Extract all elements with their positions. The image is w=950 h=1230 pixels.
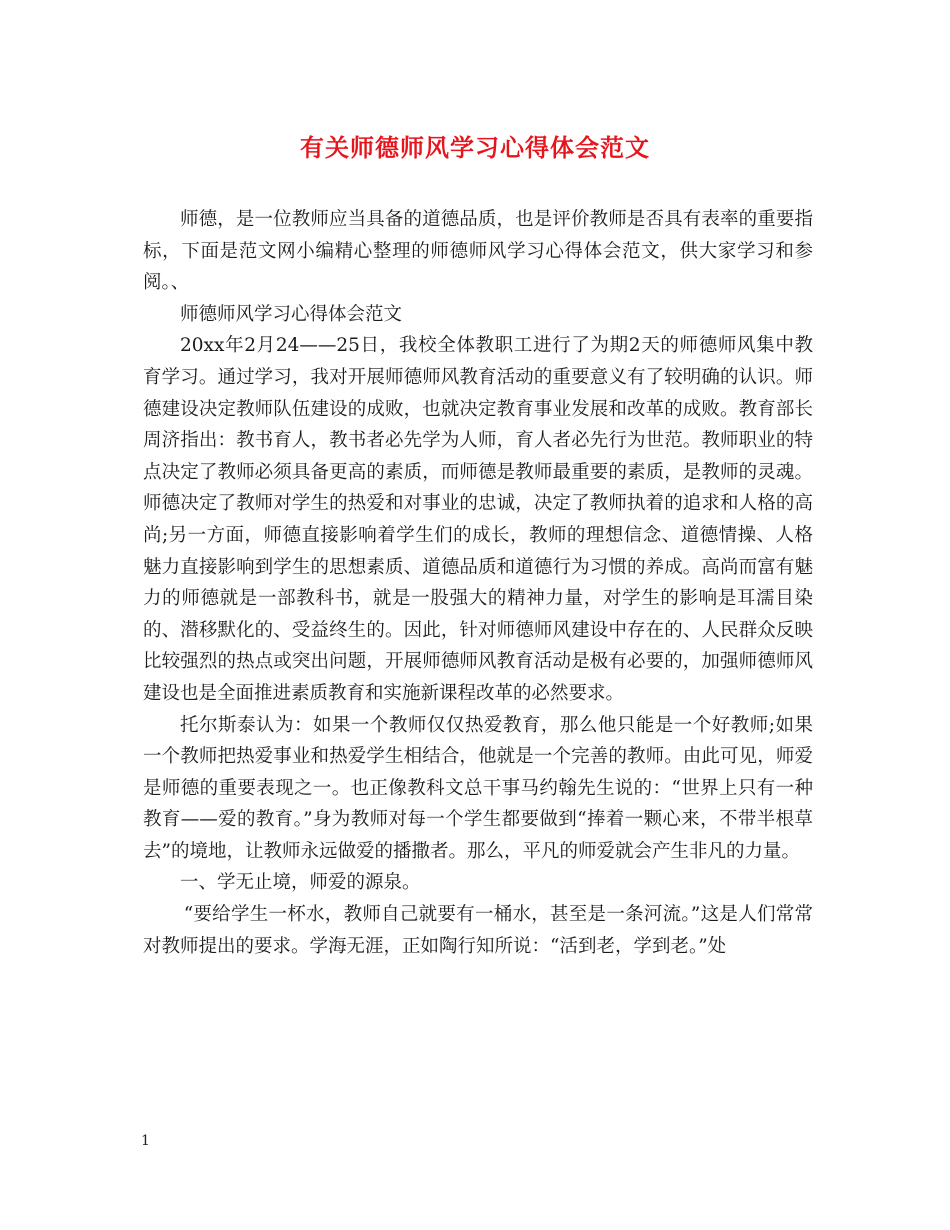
page-number: 1 — [141, 1133, 150, 1149]
body-paragraph: 20xx年2月24——25日，我校全体教职工进行了为期2天的师德师风集中教育学习。通过学习，我对开展师德师风教育活动的重要意义有了较明确的认识。师德建设决定教师队伍建设的成败，也就决定教育事业发展和改革的成败。教育部长周济指出：教书育人，教书者必先学为人师，育人者必先行为世范。教师职业的特点决定了教师必须具备更高的素质，而师德是教师最重要的素质，是教师的灵魂。师德决定了教师对学生的热爱和对事业的忠诚，决定了教师执着的追求和人格的高尚;另一方面，师德直接影响着学生们的成长，教师的理想信念、道德情操、人格魅力直接影响到学生的思想素质、道德品质和道德行为习惯的养成。高尚而富有魅力的师德就是一部教科书，就是一股强大的精神力量，对学生的影响是耳濡目染的、潜移默化的、受益终生的。因此，针对师德师风建设中存在的、人民群众反映比较强烈的热点或突出问题，开展师德师风教育活动是极有必要的，加强师德师风建设也是全面推进素质教育和实施新课程改革的必然要求。 — [143, 335, 813, 704]
intro-paragraph: 师德，是一位教师应当具备的道德品质，也是评价教师是否具有表率的重要指标，下面是范文网小编精心整理的师德师风学习心得体会范文，供大家学习和参阅。、 — [143, 209, 813, 294]
document-body — [143, 204, 813, 962]
document-title: 有关师德师风学习心得体会范文 — [300, 133, 650, 162]
section-heading: 师德师风学习心得体会范文 — [180, 303, 403, 325]
body-paragraph: 托尔斯泰认为：如果一个教师仅仅热爱教育，那么他只能是一个好教师;如果一个教师把热爱事业和热爱学生相结合，他就是一个完善的教师。由此可见，师爱是师德的重要表现之一。也正像教科文总干事马约翰先生说的：“世界上只有一种教育——爱的教育。”身为教师对每一个学生都要做到“捧着一颗心来，不带半根草去”的境地，让教师永远做爱的播撒者。那么，平凡的师爱就会产生非凡的力量。 — [143, 714, 813, 862]
body-paragraph: “要给学生一杯水，教师自己就要有一桶水，甚至是一条河流。”这是人们常常对教师提出的要求。学海无涯，正如陶行知所说：“活到老，学到老。”处 — [143, 904, 813, 957]
section-heading: 一、学无止境，师爱的源泉。 — [180, 872, 421, 894]
